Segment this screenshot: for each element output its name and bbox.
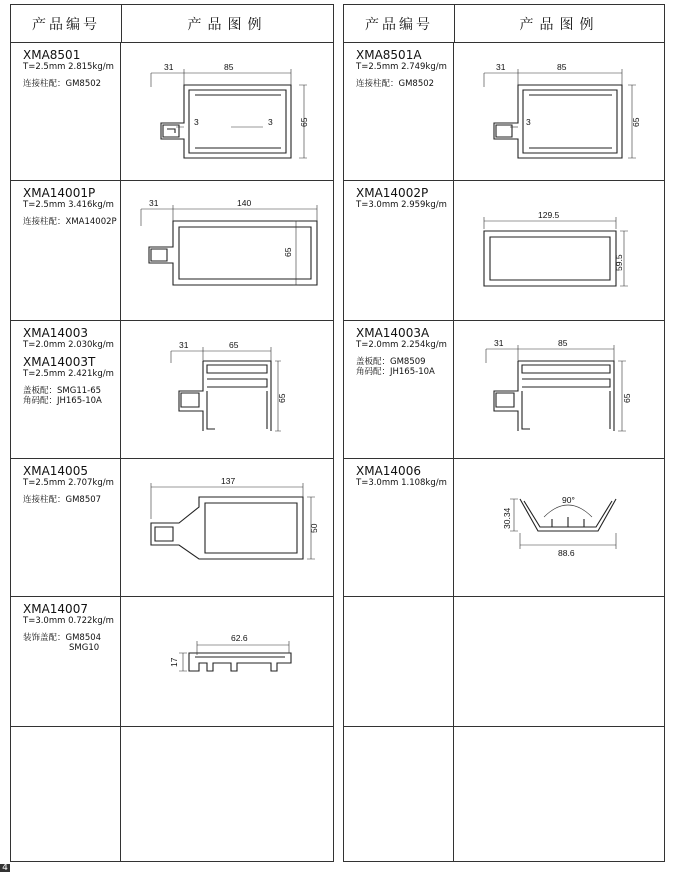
product-note: 盖板配：GM8509 <box>356 357 426 367</box>
product-row-xma14003 <box>11 321 333 459</box>
dim-label: 137 <box>221 476 236 486</box>
dim-label: 140 <box>237 198 252 208</box>
product-code: XMA14006 <box>356 464 421 478</box>
dim-label: 31 <box>179 340 189 350</box>
dim-label: 65 <box>277 393 287 403</box>
profile-drawing-xma14005 <box>121 459 332 597</box>
product-code: XMA8501A <box>356 48 422 62</box>
product-drawing <box>454 459 664 596</box>
product-drawing <box>121 181 333 320</box>
product-info <box>11 597 121 726</box>
dim-label: 31 <box>149 198 159 208</box>
catalog-table-right <box>343 4 665 862</box>
profile-drawing-xma14001p <box>121 181 332 321</box>
product-drawing <box>121 597 333 726</box>
dim-label: 31 <box>164 62 174 72</box>
dim-label: 65 <box>299 117 309 127</box>
dim-label: 85 <box>557 62 567 72</box>
product-spec: T=2.5mm 2.707kg/m <box>23 478 114 488</box>
product-spec: T=3.0mm 1.108kg/m <box>356 478 447 488</box>
table-header <box>344 5 664 43</box>
product-info <box>344 43 454 180</box>
profile-drawing-xma14003 <box>121 321 332 459</box>
product-drawing <box>121 43 333 180</box>
header-product-drawing: 产品图例 <box>519 16 600 33</box>
product-code: XMA14001P <box>23 186 96 200</box>
dim-label: 50 <box>309 523 319 533</box>
dim-label: 30.34 <box>502 507 512 529</box>
product-spec: T=2.5mm 2.815kg/m <box>23 62 114 72</box>
product-row-xma14006 <box>344 459 664 597</box>
empty-info-cell <box>11 727 121 861</box>
product-spec: T=2.5mm 2.749kg/m <box>356 62 447 72</box>
product-row-xma14005 <box>11 459 333 597</box>
dim-label: 65 <box>229 340 239 350</box>
product-drawing <box>121 459 333 596</box>
product-info <box>11 181 121 320</box>
product-spec: T=2.0mm 2.030kg/m <box>23 340 114 350</box>
dim-label: 85 <box>558 338 568 348</box>
table-header <box>11 5 333 43</box>
product-note: SMG10 <box>69 643 100 653</box>
empty-row <box>11 727 333 861</box>
header-product-drawing: 产品图例 <box>187 16 268 33</box>
empty-drawing-cell <box>454 727 664 861</box>
product-row-xma8501a <box>344 43 664 181</box>
empty-drawing-cell <box>454 597 664 726</box>
product-code: XMA14003A <box>356 326 430 340</box>
dim-label: 88.6 <box>558 548 575 558</box>
dim-label: 65 <box>283 247 293 257</box>
profile-drawing-xma14007 <box>121 597 332 727</box>
product-note: 连接柱配：GM8502 <box>23 79 102 89</box>
profile-drawing-xma8501a <box>454 43 663 181</box>
product-info <box>11 459 121 596</box>
dim-label: 3 <box>526 117 531 127</box>
product-drawing <box>454 321 664 458</box>
product-row-xma8501 <box>11 43 333 181</box>
product-code: XMA14005 <box>23 464 88 478</box>
dim-label: 65 <box>622 393 632 403</box>
dim-label: 62.6 <box>231 633 248 643</box>
product-note: 盖板配：SMG11-65 <box>23 386 102 396</box>
header-product-code: 产品编号 <box>11 5 122 42</box>
product-row-xma14003a <box>344 321 664 459</box>
empty-info-cell <box>344 727 454 861</box>
dim-label: 90° <box>562 495 575 505</box>
product-drawing <box>121 321 333 458</box>
product-info <box>11 321 121 458</box>
product-spec: T=2.5mm 3.416kg/m <box>23 200 114 210</box>
product-info <box>344 321 454 458</box>
profile-drawing-xma14003a <box>454 321 663 459</box>
profile-drawing-xma8501 <box>121 43 332 181</box>
product-code: XMA8501 <box>23 48 81 62</box>
product-note: 连接柱配：XMA14002P <box>23 217 117 227</box>
page-number: 4 <box>0 864 10 872</box>
dim-label: 65 <box>631 117 641 127</box>
product-row-xma14007 <box>11 597 333 727</box>
product-row-xma14001p <box>11 181 333 321</box>
product-info <box>11 43 121 180</box>
product-info <box>344 459 454 596</box>
product-spec-variant: T=2.5mm 2.421kg/m <box>23 369 114 379</box>
empty-drawing-cell <box>121 727 333 861</box>
header-product-code: 产品编号 <box>344 5 455 42</box>
dim-label: 31 <box>496 62 506 72</box>
product-code: XMA14003 <box>23 326 88 340</box>
product-row-xma14002p <box>344 181 664 321</box>
product-spec: T=3.0mm 2.959kg/m <box>356 200 447 210</box>
product-note: 装饰盖配：GM8504 <box>23 633 102 643</box>
catalog-table-left <box>10 4 334 862</box>
product-note: 角码配：JH165-10A <box>356 367 435 377</box>
dim-label: 17 <box>169 657 179 667</box>
empty-row <box>344 597 664 727</box>
product-note: 角码配：JH165-10A <box>23 396 102 406</box>
dim-label: 31 <box>494 338 504 348</box>
product-info <box>344 181 454 320</box>
product-code: XMA14002P <box>356 186 429 200</box>
profile-drawing-xma14006 <box>454 459 663 597</box>
dim-label: 3 <box>194 117 199 127</box>
dim-label: 59.5 <box>614 254 624 271</box>
dim-label: 85 <box>224 62 234 72</box>
product-note: 连接柱配：GM8507 <box>23 495 102 505</box>
product-note: 连接柱配：GM8502 <box>356 79 435 89</box>
profile-drawing-xma14002p <box>454 181 663 321</box>
dim-label: 129.5 <box>538 210 560 220</box>
dim-label: 3 <box>268 117 273 127</box>
product-spec: T=3.0mm 0.722kg/m <box>23 616 114 626</box>
product-spec: T=2.0mm 2.254kg/m <box>356 340 447 350</box>
product-code: XMA14007 <box>23 602 88 616</box>
empty-row <box>344 727 664 861</box>
empty-info-cell <box>344 597 454 726</box>
product-drawing <box>454 181 664 320</box>
product-drawing <box>454 43 664 180</box>
product-code-variant: XMA14003T <box>23 355 96 369</box>
